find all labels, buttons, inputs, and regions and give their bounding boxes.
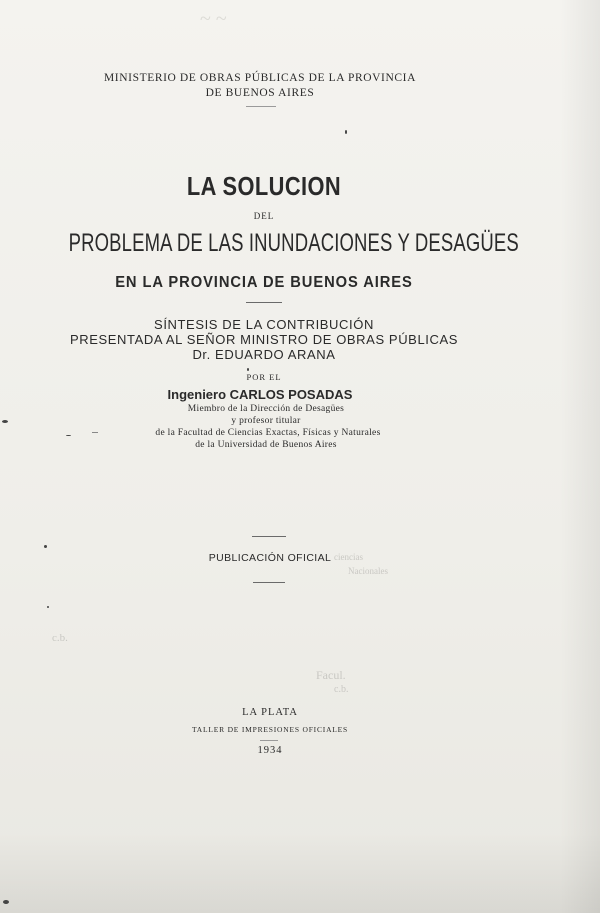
divider [252,536,286,537]
faint-mark: c.b. [52,632,68,644]
faint-mark: Nacionales [348,566,388,576]
author-by: POR EL [246,372,282,382]
divider [260,740,278,741]
document-title: LA SOLUCION [186,171,342,201]
faint-mark: ciencias [334,552,363,562]
faint-handwriting-mark: ~ ~ [200,8,227,30]
imprint-printer: TALLER DE IMPRESIONES OFICIALES [191,725,349,734]
page-edge-shadow [560,0,600,913]
divider [246,106,276,107]
page-bottom-shadow [0,833,600,913]
ink-speck [345,130,347,134]
author-role4: de la Universidad de Buenos Aires [195,440,337,450]
ministry-heading-line1: MINISTERIO DE OBRAS PÚBLICAS DE LA PROVINCIA [103,72,416,84]
ink-speck [47,606,49,608]
ink-speck [44,545,47,548]
author-role1: Miembro de la Dirección de Desagües [187,404,345,414]
document-subtitle: PROBLEMA DE LAS INUNDACIONES Y DESAGÜES [68,229,519,257]
divider [253,582,285,583]
faint-mark: Facul. [316,668,346,682]
imprint-year: 1934 [257,745,283,756]
synopsis-line2: PRESENTADA AL SEÑOR MINISTRO DE OBRAS PÚBLICAS [69,332,459,347]
author-role3: de la Facultad de Ciencias Exactas, Físicas y Naturales [155,428,381,438]
title-connector: DEL [253,211,275,221]
publication-label: PUBLICACIÓN OFICIAL [208,552,332,564]
document-region: EN LA PROVINCIA DE BUENOS AIRES [115,274,413,291]
synopsis-line1: SÍNTESIS DE LA CONTRIBUCIÓN [154,317,374,332]
divider [246,302,282,303]
author-name: Ingeniero CARLOS POSADAS [167,387,353,402]
ink-speck [3,900,9,904]
ink-speck [247,368,249,371]
imprint-city: LA PLATA [242,707,298,718]
dash-mark [92,432,98,433]
synopsis-line3: Dr. EDUARDO ARANA [192,347,336,362]
author-role2: y profesor titular [231,416,301,426]
faint-mark: c.b. [334,684,349,695]
ministry-heading-line2: DE BUENOS AIRES [205,87,315,99]
